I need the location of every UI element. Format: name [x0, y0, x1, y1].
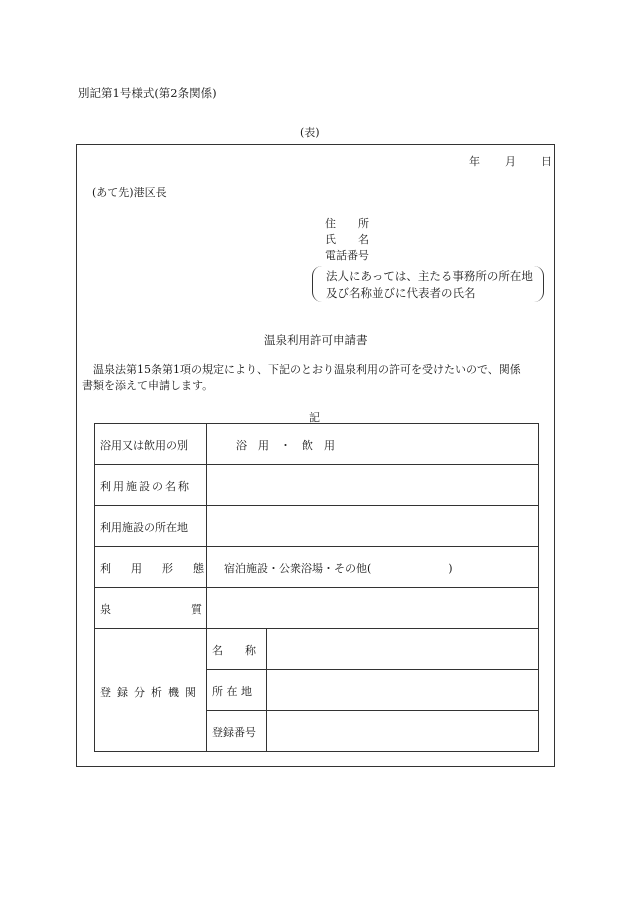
label-lab-name: 名 称 — [212, 644, 256, 657]
applicant-address[interactable]: 住 所 — [325, 217, 369, 230]
label-lab-location: 所 在 地 — [212, 685, 252, 698]
label-facility-location: 利用施設の所在地 — [100, 521, 188, 534]
label-facility-name: 利用施設の名称 — [100, 480, 191, 493]
ki-heading: 記 — [309, 411, 320, 424]
corporate-note-line2: 及び名称並びに代表者の氏名 — [326, 286, 476, 300]
date-year: 年 — [469, 155, 480, 168]
applicant-phone[interactable]: 電話番号 — [325, 249, 369, 262]
value-bath-or-drink[interactable]: 浴 用 ・ 飲 用 — [236, 439, 335, 452]
body-text-line2: 書類を添えて申請します。 — [82, 379, 214, 392]
corporate-note-line1: 法人にあっては、主たる事務所の所在地 — [326, 269, 533, 283]
label-usage-type: 利用形態 — [100, 562, 224, 575]
form-number-label: 別記第1号様式(第2条関係) — [78, 86, 217, 100]
applicant-name[interactable]: 氏 名 — [325, 233, 369, 246]
label-lab-reg-number: 登録番号 — [212, 726, 256, 739]
addressee: (あて先)港区長 — [92, 186, 167, 199]
document-title: 温泉利用許可申請書 — [264, 333, 368, 347]
side-label: (表) — [300, 126, 320, 139]
label-spring-quality: 泉質 — [100, 603, 282, 616]
label-bath-or-drink: 浴用又は飲用の別 — [100, 439, 188, 452]
body-text-line1: 温泉法第15条第1項の規定により、下記のとおり温泉利用の許可を受けたいので、関係 — [93, 363, 521, 376]
date-month: 月 — [505, 155, 516, 168]
label-analysis-lab: 登録分析機関 — [100, 686, 202, 699]
value-usage-type[interactable]: 宿泊施設・公衆浴場・その他( ) — [224, 562, 453, 575]
date-day: 日 — [541, 155, 552, 168]
